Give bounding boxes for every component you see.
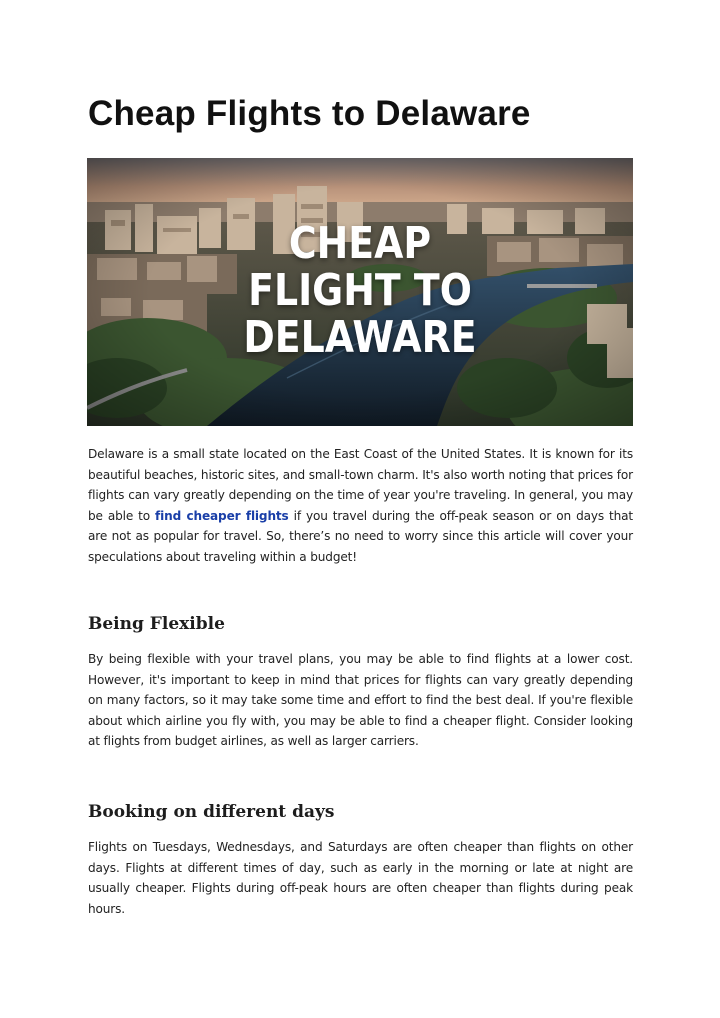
hero-image: [87, 158, 633, 426]
hero-line-1: CHEAP: [288, 218, 432, 269]
intro-text-after-link: if you travel during the off-peak season or on days that are not as popular for travel. So, there’s no need to worry since this article will cover your speculations about traveling within a budget!: [88, 508, 634, 564]
section-heading-booking-days: Booking on different days: [88, 802, 335, 822]
intro-paragraph: [88, 444, 633, 568]
find-cheaper-flights-link[interactable]: find cheaper flights: [155, 508, 289, 523]
section-heading-being-flexible: Being Flexible: [88, 614, 225, 634]
page-title: Cheap Flights to Delaware: [88, 94, 531, 133]
section-body-booking-days: Flights on Tuesdays, Wednesdays, and Saturdays are often cheaper than flights on other days. Flights at different times of day, such as early in the morning or late at night are usually cheaper. Flights during off-peak hours are often cheaper than flights during peak hours.: [88, 840, 633, 916]
intro-text-before-link: Delaware is a small state located on the East Coast of the United States. It is known for its beautiful beaches, historic sites, and small-town charm. It's also worth noting that prices for flights can vary greatly depending on the time of year you're traveling. In general, you may be able to: [88, 447, 633, 523]
hero-line-2: FLIGHT TO: [248, 265, 472, 316]
hero-line-3: DELAWARE: [243, 312, 477, 363]
section-body-being-flexible: By being flexible with your travel plans, you may be able to find flights at a lower cost. However, it's important to keep in mind that prices for flights can vary greatly depending on many factors, so it may take some time and effort to find the best deal. If you're flexible about which airline you fly with, you may be able to find a cheaper flight. Consider looking at flights from budget airlines, as well as larger carriers.: [88, 652, 633, 749]
hero-overlay-text: [125, 220, 595, 361]
